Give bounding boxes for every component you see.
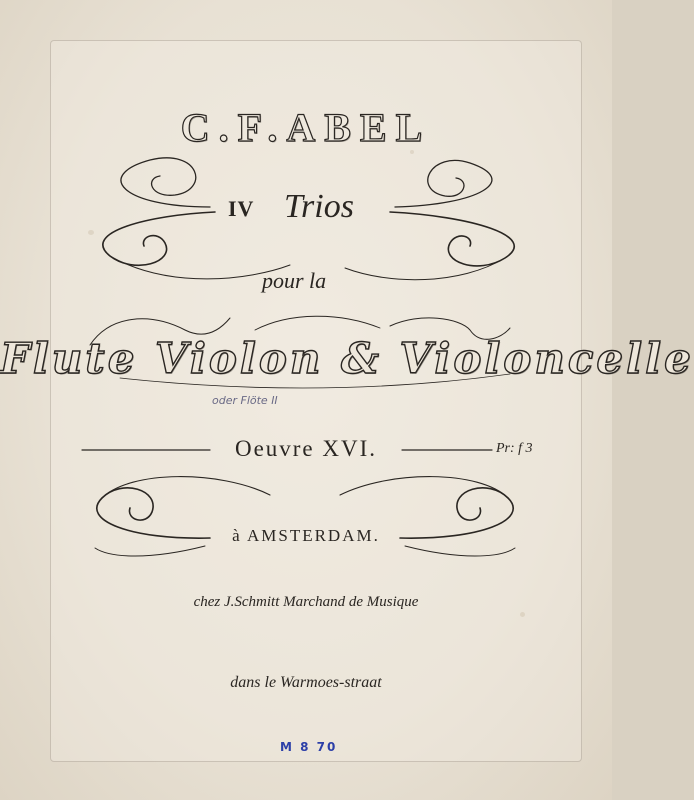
flourish-top-left-swash [103,212,215,265]
flourish-bottom-left-tail [95,546,205,556]
opus-number: Oeuvre XVI. [234,436,378,461]
flourish-bottom-right-tail [405,546,515,556]
work-title: Trios [284,188,354,225]
flourish-instruments-mid [255,316,380,330]
pour-la-text: pour la [262,268,327,293]
flourish-top-right-tail [345,258,505,280]
publication-place: à AMSTERDAM. [232,526,380,545]
composer-name: C.F.ABEL [180,105,432,150]
library-stamp: M 8 70 [280,740,338,754]
publisher-line: chez J.Schmitt Marchand de Musique [193,594,419,610]
instrumentation: Flute Violon & Violoncelle [0,334,694,383]
flourish-top-left-loop [121,158,210,207]
flourish-top-right-swash [390,212,514,266]
flourish-top-right-loop [395,160,492,207]
handwritten-annotation: oder Flöte II [212,394,278,407]
work-numeral: IV [228,196,255,221]
price: Pr: f 3 [496,441,533,456]
street-address: dans le Warmoes-straat [230,674,382,691]
